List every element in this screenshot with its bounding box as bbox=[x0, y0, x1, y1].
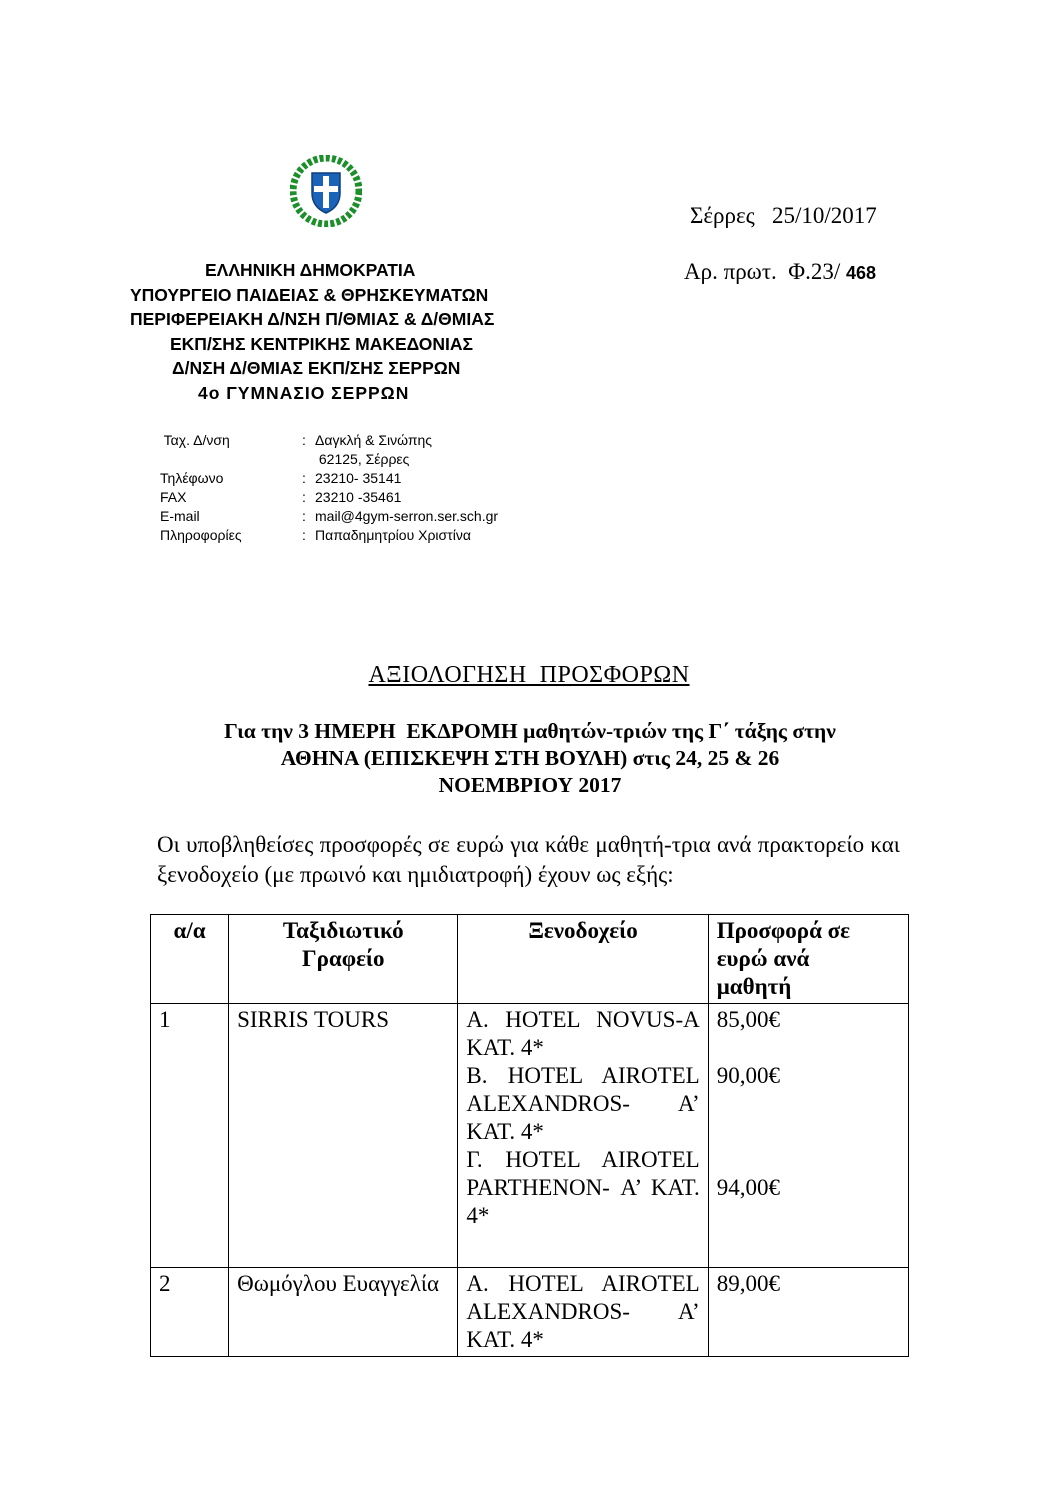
price-value: 90,00€ bbox=[716, 1063, 780, 1088]
price-value: 85,00€ bbox=[716, 1007, 780, 1032]
cell-prices bbox=[708, 1004, 908, 1268]
protocol-number bbox=[684, 259, 876, 285]
contact-value: Δαγκλή & Σινώπης bbox=[315, 432, 433, 448]
document-subtitle bbox=[150, 718, 910, 799]
school-name: 4ο ΓΥΜΝΑΣΙΟ ΣΕΡΡΩΝ bbox=[198, 382, 410, 403]
contact-value: 23210 -35461 bbox=[315, 489, 402, 505]
authority-line: ΕΛΛΗΝΙΚΗ ΔΗΜΟΚΡΑΤΙΑ bbox=[205, 260, 416, 280]
header-agency bbox=[229, 915, 458, 1004]
contact-separator: : bbox=[302, 527, 306, 543]
header-price-line: ευρώ ανά bbox=[716, 946, 810, 971]
contact-label: FAX bbox=[160, 489, 187, 505]
header-aa: α/α bbox=[151, 915, 229, 1004]
contact-separator: : bbox=[302, 489, 306, 505]
cell-prices bbox=[708, 1268, 908, 1357]
cell-agency: Θωμόγλου Ευαγγελία bbox=[229, 1268, 458, 1357]
intro-paragraph: Οι υποβληθείσες προσφορές σε ευρώ για κάθε μαθητή-τρια ανά πρακτορείο και ξενοδοχείο (με πρωινό και ημιδιατροφή) έχουν ως εξής: bbox=[157, 832, 900, 887]
protocol-number-value: 468 bbox=[846, 263, 877, 283]
contact-separator: : bbox=[302, 508, 306, 524]
price-value: 89,00€ bbox=[716, 1271, 780, 1296]
authority-line: ΥΠΟΥΡΓΕΙΟ ΠΑΙΔΕΙΑΣ & ΘΡΗΣΚΕΥΜΑΤΩΝ bbox=[130, 284, 489, 305]
contact-label: Τηλέφωνο bbox=[160, 470, 224, 486]
contact-label: Ταχ. Δ/νση bbox=[160, 432, 230, 448]
offers-table bbox=[150, 914, 909, 1357]
subtitle-line: ΑΘΗΝΑ (ΕΠΙΣΚΕΨΗ ΣΤΗ ΒΟΥΛΗ) στις 24, 25 & 26 bbox=[280, 746, 780, 770]
cell-agency: SIRRIS TOURS bbox=[229, 1004, 458, 1268]
contact-label: E-mail bbox=[160, 508, 200, 524]
cell-aa: 1 bbox=[151, 1004, 229, 1268]
table-row bbox=[151, 1004, 909, 1268]
contact-value: 62125, Σέρρες bbox=[315, 451, 410, 467]
hotel-option: Β. HOTEL AIROTEL ALEXANDROS- Α’ ΚΑΤ. 4* bbox=[466, 1063, 700, 1144]
greek-republic-emblem bbox=[290, 155, 362, 227]
contact-label: Πληροφορίες bbox=[160, 527, 242, 543]
contact-value: 23210- 35141 bbox=[315, 470, 402, 486]
authority-line: Δ/ΝΣΗ Δ/ΘΜΙΑΣ ΕΚΠ/ΣΗΣ ΣΕΡΡΩΝ bbox=[172, 358, 461, 378]
header-price-line: Προσφορά σε bbox=[716, 918, 851, 943]
hotel-option: Α. HOTEL NOVUS-A ΚΑΤ. 4* bbox=[466, 1007, 700, 1060]
subtitle-line: ΝΟΕΜΒΡΙΟΥ 2017 bbox=[438, 773, 622, 797]
header-hotel: Ξενοδοχείο bbox=[458, 915, 708, 1004]
document-title-text: ΑΞΙΟΛΟΓΗΣΗ ΠΡΟΣΦΟΡΩΝ bbox=[368, 662, 690, 688]
cell-aa: 2 bbox=[151, 1268, 229, 1357]
protocol-prefix: Αρ. πρωτ. Φ.23/ bbox=[684, 259, 847, 284]
subtitle-line: Για την 3 ΗΜΕΡΗ ΕΚΔΡΟΜΗ μαθητών-τριών της Γ΄ τάξης στην bbox=[224, 719, 836, 743]
cell-hotels bbox=[458, 1004, 708, 1268]
contact-email[interactable]: mail@4gym-serron.ser.sch.gr bbox=[315, 508, 499, 524]
header-agency-line: Γραφείο bbox=[301, 946, 385, 971]
price-value: 94,00€ bbox=[716, 1175, 780, 1200]
document-title bbox=[0, 662, 1058, 689]
header-agency-line: Ταξιδιωτικό bbox=[282, 918, 404, 943]
header-price bbox=[708, 915, 908, 1004]
cell-hotels bbox=[458, 1268, 708, 1357]
authority-header bbox=[100, 258, 600, 405]
place-date: Σέρρες 25/10/2017 bbox=[690, 203, 877, 228]
hotel-option: Γ. HOTEL AIROTEL PARTHENON- Α’ ΚΑΤ. 4* bbox=[466, 1147, 700, 1228]
hotel-option: Α. HOTEL AIROTEL ALEXANDROS- Α’ ΚΑΤ. 4* bbox=[466, 1271, 700, 1352]
header-price-line: μαθητή bbox=[716, 974, 792, 999]
authority-line: ΠΕΡΙΦΕΡΕΙΑΚΗ Δ/ΝΣΗ Π/ΘΜΙΑΣ & Δ/ΘΜΙΑΣ bbox=[130, 309, 495, 329]
contact-separator: : bbox=[302, 432, 306, 448]
table-header-row bbox=[151, 915, 909, 1004]
table-row bbox=[151, 1268, 909, 1357]
authority-line: ΕΚΠ/ΣΗΣ ΚΕΝΤΡΙΚΗΣ ΜΑΚΕΔΟΝΙΑΣ bbox=[170, 333, 474, 354]
contact-separator: : bbox=[302, 470, 306, 486]
contact-value: Παπαδημητρίου Χριστίνα bbox=[315, 527, 471, 543]
